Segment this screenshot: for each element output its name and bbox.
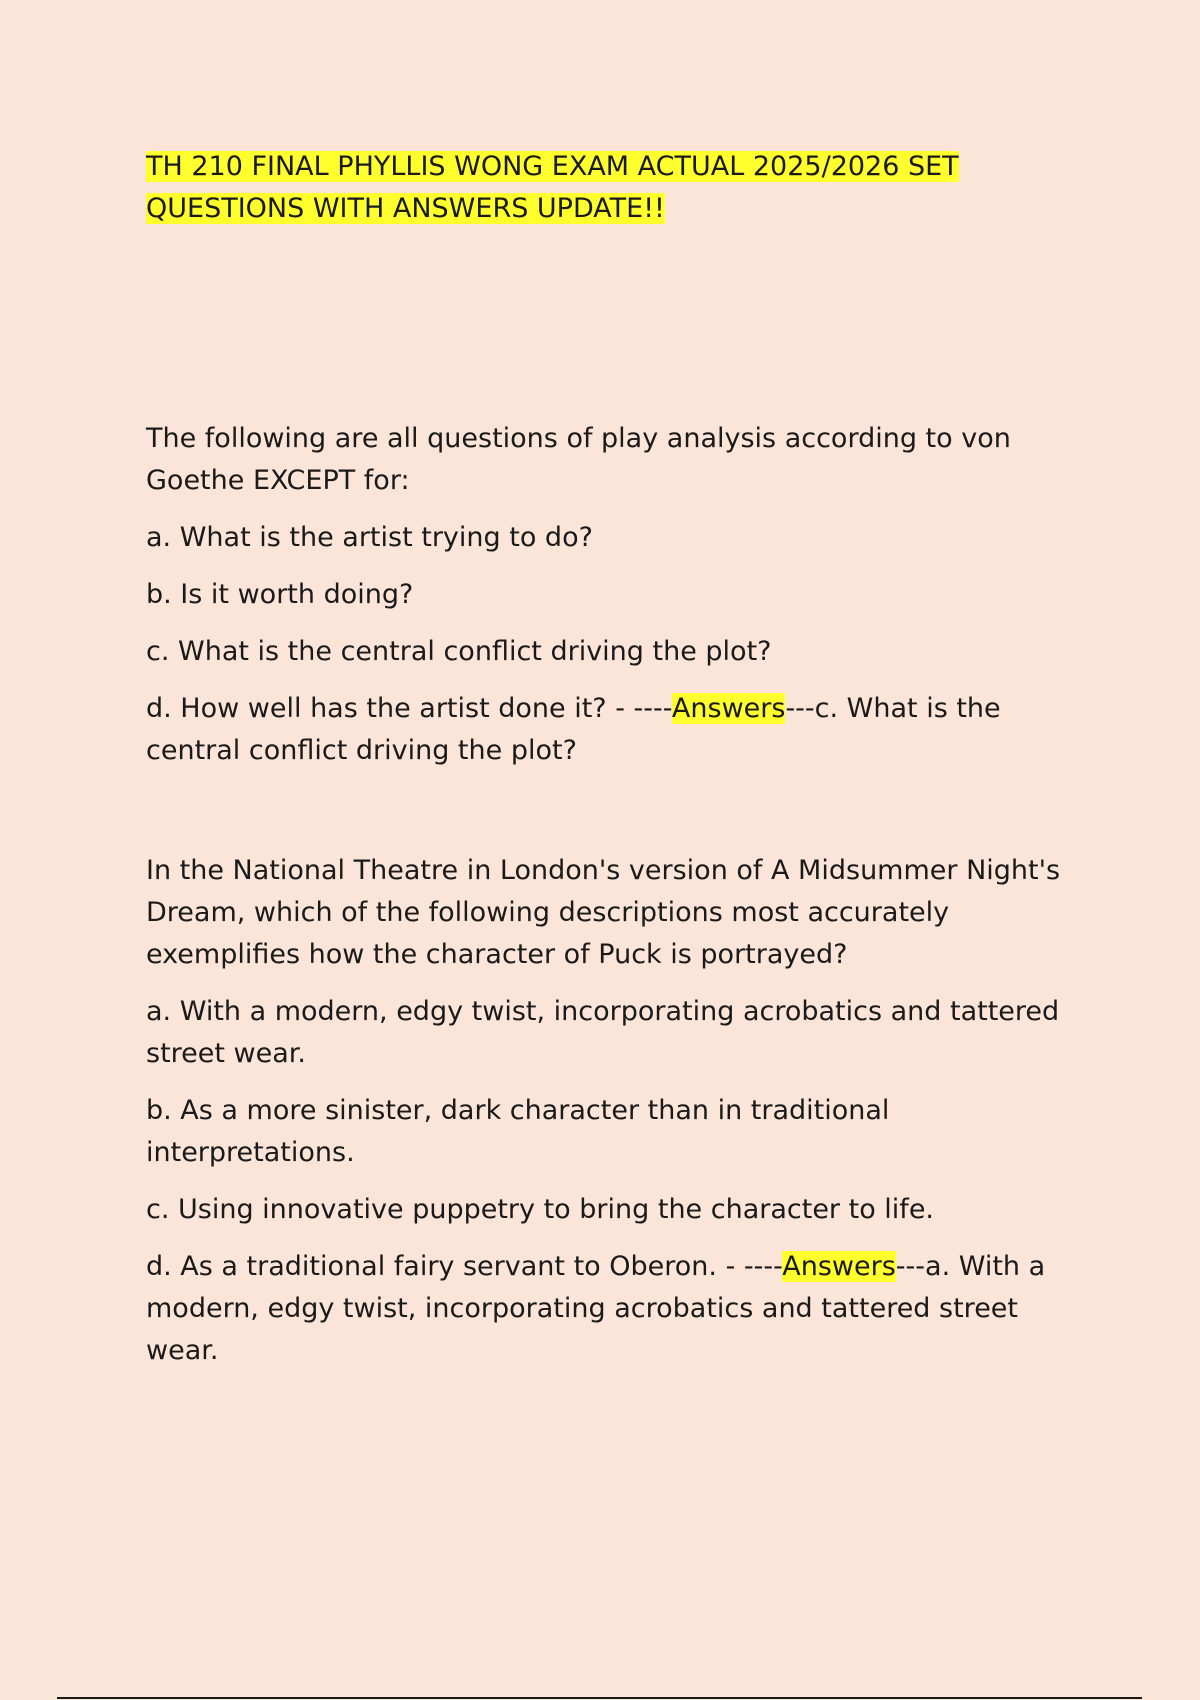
question-1 [146,418,1066,772]
footer-divider [57,1697,1142,1699]
option-b: b. As a more sinister, dark character than in traditional interpretations. [146,1095,890,1168]
answer-label: Answers [671,693,786,724]
question-stem: In the National Theatre in London's version of A Midsummer Night's Dream, which of the following descriptions most accurately exemplifies how the character of Puck is portrayed? [146,855,1061,970]
option-a: a. With a modern, edgy twist, incorporating acrobatics and tattered street wear. [146,996,1060,1069]
option-b: b. Is it worth doing? [146,579,414,610]
option-c: c. Using innovative puppetry to bring the character to life. [146,1194,935,1225]
option-d-with-answer [146,1246,1066,1372]
question-stem: The following are all questions of play analysis according to von Goethe EXCEPT for: [146,423,1011,496]
title-line-1: TH 210 FINAL PHYLLIS WONG EXAM ACTUAL 2025/2026 SET [146,151,959,182]
option-d-text: d. How well has the artist done it? - ---- [146,693,672,724]
option-a: a. What is the artist trying to do? [146,522,593,553]
question-2 [146,850,1066,1372]
answer-label: Answers [782,1251,896,1282]
option-c: c. What is the central conflict driving the plot? [146,636,772,667]
title-line-2: QUESTIONS WITH ANSWERS UPDATE!! [146,193,665,224]
option-d-text: d. As a traditional fairy servant to Oberon. - ---- [146,1251,783,1282]
option-d-with-answer [146,688,1066,772]
answer-text: ---c. What is the central conflict driving the plot? [146,693,1001,766]
document-title [146,146,1046,230]
answer-text: ---a. With a modern, edgy twist, incorporating acrobatics and tattered street wear. [146,1251,1046,1366]
